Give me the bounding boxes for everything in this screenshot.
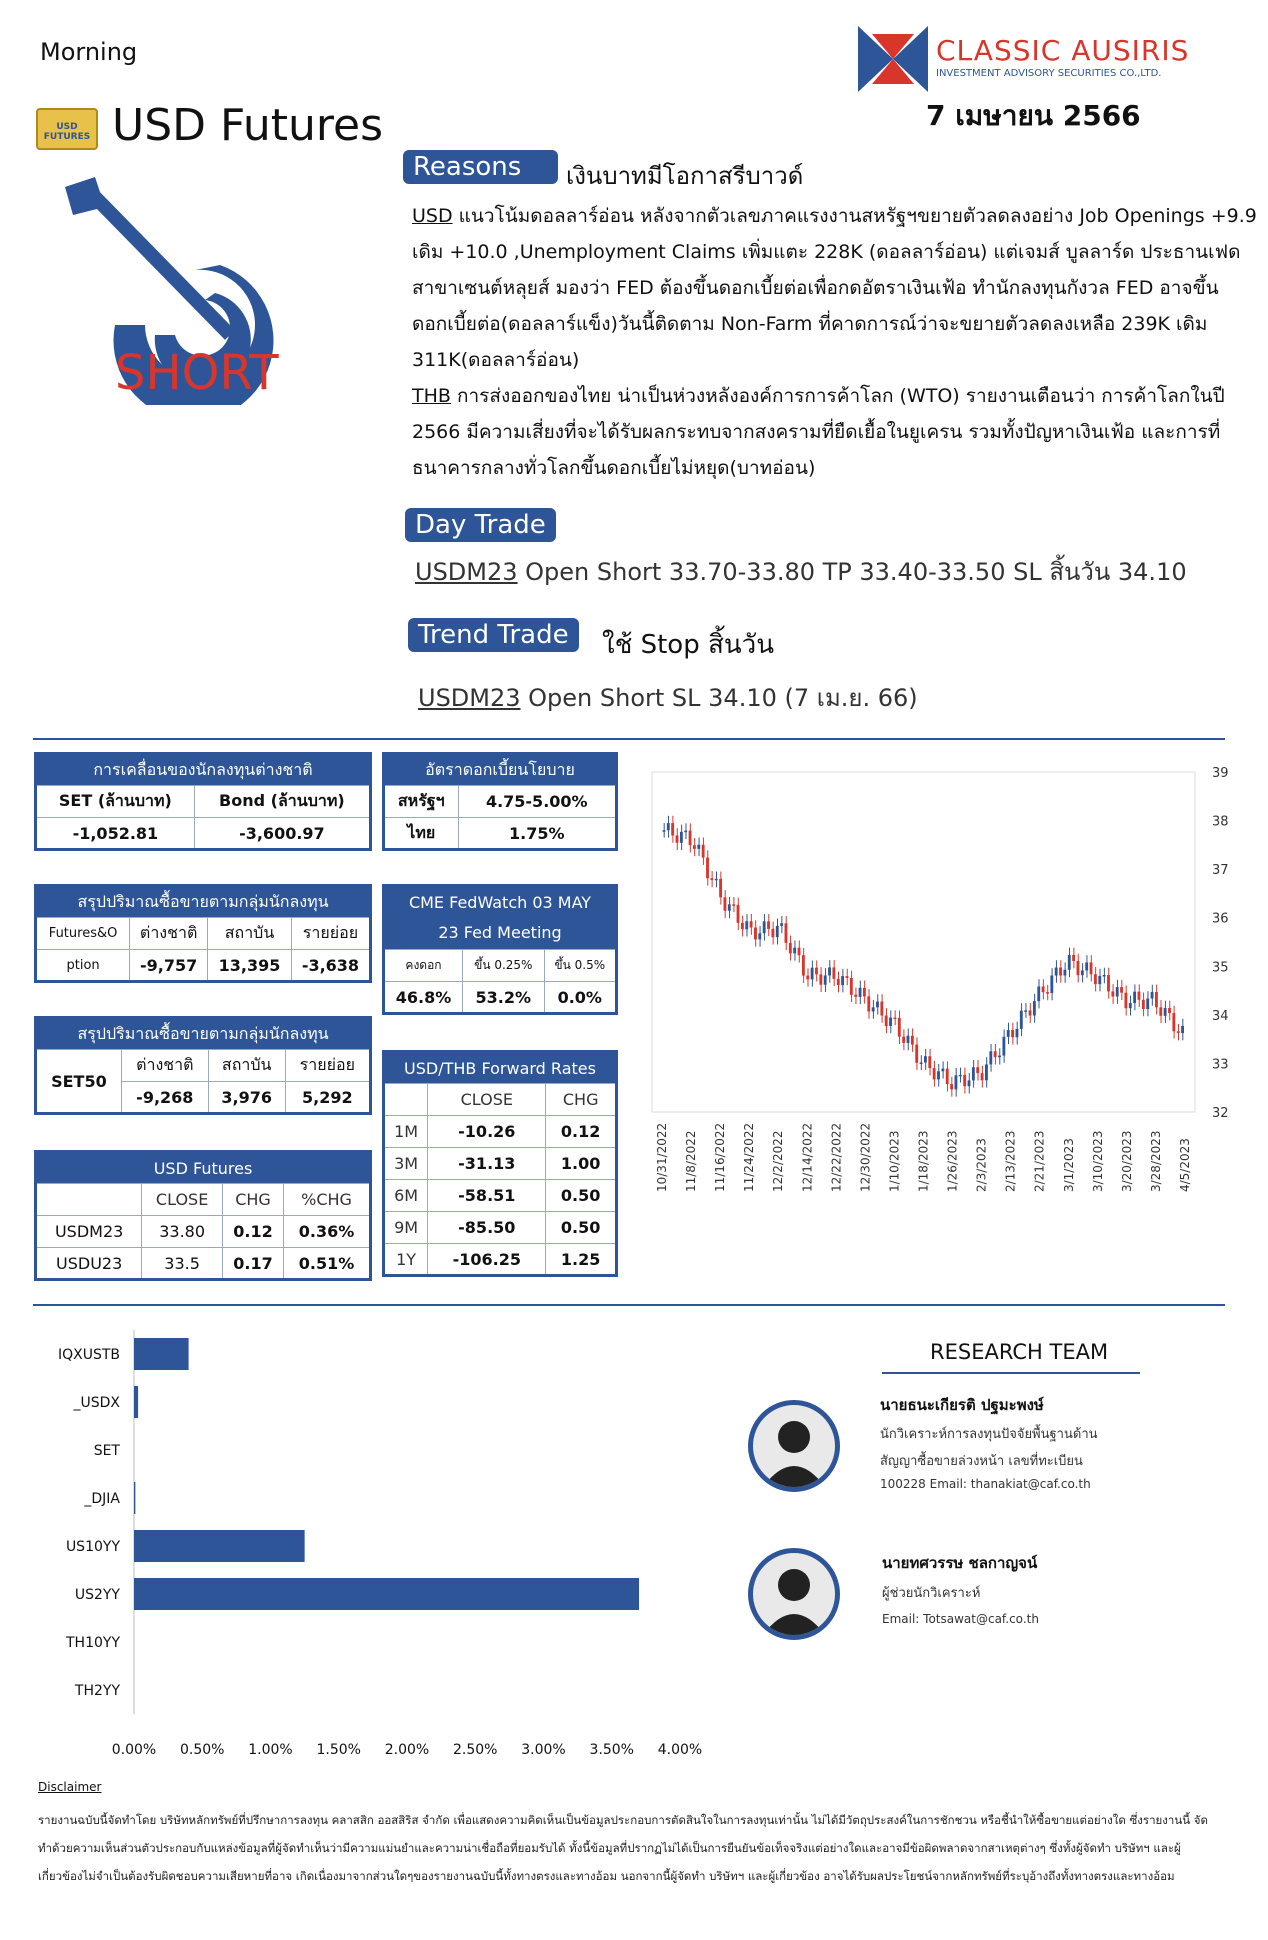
- futures-flow-h1: ต่างชาติ: [130, 918, 208, 950]
- candle-body: [872, 1007, 875, 1011]
- trend-trade-note: ใช้ Stop สิ้นวัน: [602, 630, 774, 660]
- candle-body: [1007, 1030, 1010, 1037]
- candle-body: [955, 1075, 958, 1089]
- candle-body: [1046, 992, 1049, 994]
- candle-body: [1072, 955, 1075, 961]
- x-tick-label: 1/10/2023: [887, 1130, 902, 1192]
- usd-futures-h3: %CHG: [284, 1184, 371, 1216]
- y-tick-label: 32: [1212, 1106, 1229, 1121]
- candle-body: [771, 929, 774, 937]
- candle-body: [819, 974, 822, 984]
- category-label: IQXUSTB: [57, 1347, 120, 1363]
- badge-text: USD FUTURES: [43, 122, 91, 142]
- candle-body: [898, 1018, 901, 1037]
- x-tick-label: 1/26/2023: [945, 1130, 960, 1192]
- usd-futures-table-title: USD Futures: [36, 1152, 371, 1184]
- category-label: SET: [93, 1443, 120, 1459]
- candle-body: [798, 948, 801, 956]
- fedwatch-title-b: 23 Fed Meeting: [438, 923, 562, 942]
- x-tick-label: 0.00%: [111, 1742, 157, 1758]
- x-tick-label: 4.00%: [657, 1742, 703, 1758]
- x-tick-label: 2/21/2023: [1032, 1130, 1047, 1192]
- candle-body: [837, 979, 840, 985]
- usd-futures-h1: CLOSE: [142, 1184, 223, 1216]
- usd-futures-cell-sym: USDM23: [36, 1216, 142, 1248]
- candle-body: [946, 1069, 949, 1084]
- fedwatch-h3: ขึ้น 0.5%: [544, 950, 616, 982]
- forward-cell-t: 9M: [384, 1212, 428, 1244]
- x-tick-label: 3/10/2023: [1090, 1130, 1105, 1192]
- candle-body: [719, 879, 722, 898]
- foreign-flow-table: [34, 752, 372, 851]
- x-tick-label: 1/18/2023: [916, 1130, 931, 1192]
- candle-body: [1151, 992, 1154, 998]
- usd-label: USD: [412, 205, 453, 227]
- candle-body: [859, 988, 862, 997]
- category-label: US2YY: [74, 1587, 120, 1603]
- candle-body: [1085, 962, 1088, 970]
- candle-body: [789, 943, 792, 954]
- usd-futures-cell-chg: 0.12: [222, 1216, 283, 1248]
- candle-body: [928, 1056, 931, 1068]
- candle-body: [806, 976, 809, 980]
- forward-cell-t: 1Y: [384, 1244, 428, 1276]
- usd-futures-cell-close: 33.5: [142, 1248, 223, 1280]
- day-trade-tag: Day Trade: [405, 508, 556, 542]
- x-tick-label: 4/5/2023: [1178, 1138, 1192, 1192]
- candle-body: [994, 1051, 997, 1057]
- fedwatch-h1: คงดอก: [384, 950, 463, 982]
- candle-body: [1098, 976, 1101, 984]
- candle-body: [767, 921, 770, 929]
- bar: [134, 1386, 138, 1418]
- candle-body: [689, 831, 692, 846]
- set50-flow-row-label: SET50: [36, 1050, 122, 1114]
- page-title: USD Futures: [112, 100, 384, 151]
- candle-body: [793, 948, 796, 954]
- table-row: [384, 1244, 617, 1276]
- candle-body: [880, 1002, 883, 1016]
- candle-body: [802, 955, 805, 975]
- candle-body: [1103, 975, 1106, 977]
- x-tick-label: 3.50%: [589, 1742, 634, 1758]
- set50-flow-title: สรุปปริมาณซื้อขายตามกลุ่มนักลงทุน: [36, 1018, 371, 1050]
- candle-body: [1164, 1008, 1167, 1016]
- candle-body: [776, 926, 779, 937]
- futures-flow-h2: สถาบัน: [208, 918, 292, 950]
- candle-body: [1037, 986, 1040, 1001]
- x-tick-label: 2.00%: [384, 1742, 430, 1758]
- futures-flow-row-label-b: ption: [36, 950, 130, 982]
- candle-body: [832, 967, 835, 978]
- forward-cell-chg: 0.50: [546, 1212, 617, 1244]
- foreign-flow-v2: -3,600.97: [194, 818, 370, 850]
- analyst-2-avatar: [748, 1548, 840, 1640]
- candle-body: [815, 968, 818, 975]
- forward-h1: CLOSE: [428, 1084, 546, 1116]
- forward-cell-chg: 1.00: [546, 1148, 617, 1180]
- bar: [134, 1482, 135, 1514]
- forward-cell-close: -31.13: [428, 1148, 546, 1180]
- category-label: TH2YY: [74, 1683, 120, 1699]
- reasons-tag: Reasons: [403, 150, 558, 184]
- x-tick-label: 10/31/2022: [655, 1122, 669, 1192]
- candle-body: [732, 904, 735, 906]
- futures-flow-title: สรุปปริมาณซื้อขายตามกลุ่มนักลงทุน: [36, 886, 371, 918]
- candle-body: [715, 879, 718, 881]
- forward-cell-close: -10.26: [428, 1116, 546, 1148]
- candle-body: [889, 1018, 892, 1026]
- candle-body: [976, 1067, 979, 1073]
- brand-subtitle: INVESTMENT ADVISORY SECURITIES CO.,LTD.: [936, 68, 1162, 79]
- candle-body: [1016, 1029, 1019, 1037]
- set50-flow-v1: -9,268: [121, 1082, 208, 1114]
- usd-futures-table: [34, 1150, 372, 1281]
- candle-body: [911, 1036, 914, 1045]
- bar: [134, 1578, 639, 1610]
- bar: [134, 1530, 305, 1562]
- usd-text: แนวโน้มดอลลาร์อ่อน หลังจากตัวเลขภาคแรงงานสหรัฐฯขยายตัวลดลงอย่าง Job Openings +9.9 เดิม +10.0 ,Unemployment Claims เพิ่มแตะ 228K (ดอลลาร์อ่อน) แต่เจมส์ บูลลาร์ด ประธานเฟดสาขาเซนต์หลุยส์ มองว่า FED ต้องขึ้นดอกเบี้ยต่อเพื่อกดอัตราเงินเฟ้อ ทำนักลงทุนกังวล FED อาจขึ้นดอกเบี้ยต่อ(ดอลลาร์แข็ง)วันนี้ติดตาม Non-Farm ที่คาดการณ์ว่าจะขยายตัวลดลงเหลือ 239K เดิม 311K(ดอลลาร์อ่อน): [412, 205, 1257, 371]
- x-tick-label: 3/20/2023: [1119, 1130, 1134, 1192]
- fedwatch-v1: 46.8%: [384, 982, 463, 1014]
- candle-body: [1033, 1001, 1036, 1015]
- candle-body: [1133, 992, 1136, 1003]
- candle-body: [885, 1015, 888, 1025]
- x-tick-label: 3/28/2023: [1148, 1130, 1163, 1192]
- foreign-flow-v1: -1,052.81: [36, 818, 195, 850]
- forward-cell-chg: 0.50: [546, 1180, 617, 1212]
- futures-flow-row-label-a: Futures&O: [36, 918, 130, 950]
- candle-body: [1177, 1031, 1180, 1033]
- x-tick-label: 11/24/2022: [742, 1122, 757, 1192]
- policy-rate-r2-value: 1.75%: [458, 818, 617, 850]
- candle-body: [1020, 1011, 1023, 1029]
- candle-body: [667, 823, 670, 830]
- reasons-headline: เงินบาทมีโอกาสรีบาวด์: [566, 162, 804, 190]
- analyst-1-name: นายธนะเกียรติ ปฐมะพงษ์: [880, 1396, 1044, 1414]
- candle-body: [1107, 975, 1110, 991]
- usd-futures-cell-chg: 0.17: [222, 1248, 283, 1280]
- candle-body: [1090, 962, 1093, 974]
- candle-body: [854, 995, 857, 997]
- futures-flow-h3: รายย่อย: [291, 918, 370, 950]
- usd-futures-h2: CHG: [222, 1184, 283, 1216]
- thb-text: การส่งออกของไทย น่าเป็นห่วงหลังองค์การการค้าโลก (WTO) รายงานเตือนว่า การค้าโลกในปี 2566 มีความเสี่ยงที่จะได้รับผลกระทบจากสงครามที่ยืดเยื้อในยูเครน รวมทั้งปัญหาเงินเฟ้อ และการที่ธนาคารกลางทั่วโลกขึ้นดอกเบี้ยไม่หยุด(บาทอ่อน): [412, 385, 1225, 479]
- x-tick-label: 12/22/2022: [829, 1122, 844, 1192]
- x-tick-label: 12/2/2022: [771, 1130, 786, 1192]
- candle-body: [671, 823, 674, 835]
- candle-body: [702, 845, 705, 858]
- morning-label: Morning: [40, 38, 138, 66]
- candle-body: [1181, 1026, 1184, 1033]
- category-label: _DJIA: [84, 1491, 120, 1507]
- candle-body: [1063, 970, 1066, 976]
- forward-cell-close: -85.50: [428, 1212, 546, 1244]
- candle-body: [1172, 1013, 1175, 1031]
- analyst-1-role: นักวิเคราะห์การลงทุนปัจจัยพื้นฐานด้าน: [880, 1427, 1098, 1442]
- usd-futures-cell-sym: USDU23: [36, 1248, 142, 1280]
- candle-body: [1155, 992, 1158, 1007]
- candle-body: [937, 1071, 940, 1079]
- candle-body: [1068, 955, 1071, 970]
- fedwatch-v2: 53.2%: [463, 982, 545, 1014]
- forward-cell-t: 1M: [384, 1116, 428, 1148]
- candle-body: [1111, 991, 1114, 996]
- y-tick-label: 35: [1212, 960, 1229, 976]
- candle-body: [1055, 968, 1058, 976]
- candle-body: [706, 858, 709, 879]
- trend-trade-line: [418, 678, 918, 717]
- candle-body: [863, 988, 866, 997]
- y-tick-label: 37: [1212, 863, 1229, 879]
- table-row: [384, 1148, 617, 1180]
- candle-body: [724, 897, 727, 911]
- y-tick-label: 33: [1212, 1057, 1229, 1073]
- candle-body: [1138, 992, 1141, 1000]
- set50-flow-v3: 5,292: [285, 1082, 370, 1114]
- usdthb-price-chart: [640, 752, 1240, 1292]
- forward-cell-chg: 1.25: [546, 1244, 617, 1276]
- analyst-1-line3: 100228 Email: thanakiat@caf.co.th: [880, 1477, 1091, 1491]
- report-date: 7 เมษายน 2566: [926, 99, 1141, 132]
- foreign-flow-h2: Bond (ล้านบาท): [194, 786, 370, 818]
- trend-trade-tag: Trend Trade: [408, 618, 579, 652]
- person-icon: [753, 1405, 835, 1487]
- futures-flow-v1: -9,757: [130, 950, 208, 982]
- candle-body: [972, 1067, 975, 1080]
- set50-flow-h3: รายย่อย: [285, 1050, 370, 1082]
- candle-body: [1081, 970, 1084, 975]
- candle-body: [745, 921, 748, 929]
- candle-body: [981, 1073, 984, 1080]
- analyst-2-name: นายทศวรรษ ชลกาญจน์: [882, 1554, 1038, 1572]
- forward-rates-table: [382, 1050, 618, 1277]
- candle-body: [710, 878, 713, 880]
- candle-body: [876, 1002, 879, 1008]
- policy-rate-r1-label: สหรัฐฯ: [384, 786, 459, 818]
- usd-futures-cell-close: 33.80: [142, 1216, 223, 1248]
- policy-rate-title: อัตราดอกเบี้ยนโยบาย: [384, 754, 617, 786]
- thb-label: THB: [412, 385, 451, 407]
- research-team-title: RESEARCH TEAM: [930, 1340, 1109, 1364]
- table-row: [36, 1216, 371, 1248]
- forward-rates-title: USD/THB Forward Rates: [384, 1052, 617, 1084]
- candle-body: [824, 975, 827, 984]
- candle-body: [693, 845, 696, 849]
- forward-cell-close: -58.51: [428, 1180, 546, 1212]
- candle-body: [737, 905, 740, 923]
- analyst-1-line2: สัญญาซื้อขายล่วงหน้า เลขที่ทะเบียน: [880, 1454, 1083, 1469]
- set50-flow-h2: สถาบัน: [208, 1050, 285, 1082]
- day-trade-line: [415, 552, 1187, 591]
- plot-area: [652, 772, 1195, 1112]
- candle-body: [663, 830, 666, 832]
- set50-flow-v2: 3,976: [208, 1082, 285, 1114]
- foreign-flow-h1: SET (ล้านบาท): [36, 786, 195, 818]
- trend-trade-symbol: USDM23: [418, 684, 521, 712]
- candle-body: [841, 976, 844, 985]
- candle-body: [741, 923, 744, 929]
- candle-body: [785, 923, 788, 943]
- candle-body: [758, 933, 761, 939]
- foreign-flow-title: การเคลื่อนของนักลงทุนต่างชาติ: [36, 754, 371, 786]
- signal-label: SHORT: [115, 345, 279, 401]
- divider-top: [33, 738, 1225, 740]
- forward-h2: CHG: [546, 1084, 617, 1116]
- brand-name: CLASSIC AUSIRIS: [936, 34, 1190, 67]
- candle-body: [780, 923, 783, 926]
- y-tick-label: 39: [1212, 766, 1229, 781]
- usd-futures-cell-pct: 0.36%: [284, 1216, 371, 1248]
- brand-logo-icon: [858, 26, 928, 92]
- fedwatch-title: [384, 886, 617, 950]
- candle-body: [989, 1051, 992, 1064]
- yield-change-bar-chart: [30, 1320, 720, 1760]
- disclaimer-title: Disclaimer: [38, 1780, 102, 1794]
- candle-body: [915, 1045, 918, 1063]
- fedwatch-h2: ขึ้น 0.25%: [463, 950, 545, 982]
- candle-body: [968, 1080, 971, 1086]
- candle-body: [1142, 1000, 1145, 1009]
- candle-body: [1011, 1030, 1014, 1037]
- candle-body: [1094, 974, 1097, 984]
- x-tick-label: 1.00%: [248, 1742, 293, 1758]
- futures-flow-table: [34, 884, 372, 983]
- candle-body: [1129, 1003, 1132, 1008]
- set50-flow-h1: ต่างชาติ: [121, 1050, 208, 1082]
- reasons-body: [412, 198, 1260, 486]
- policy-rate-r2-label: ไทย: [384, 818, 459, 850]
- candle-body: [697, 845, 700, 849]
- candle-body: [963, 1075, 966, 1086]
- candle-body: [933, 1068, 936, 1079]
- table-row: [384, 1212, 617, 1244]
- forward-cell-chg: 0.12: [546, 1116, 617, 1148]
- futures-flow-v3: -3,638: [291, 950, 370, 982]
- trend-trade-text: Open Short SL 34.10 (7 เม.ย. 66): [520, 684, 918, 712]
- candle-body: [867, 996, 870, 1011]
- x-tick-label: 12/14/2022: [800, 1122, 815, 1192]
- candle-body: [684, 831, 687, 833]
- fedwatch-title-a: CME FedWatch 03 MAY: [408, 893, 592, 912]
- candle-body: [850, 978, 853, 995]
- research-team-underline: [882, 1372, 1140, 1374]
- candle-body: [1146, 999, 1149, 1009]
- candle-body: [811, 968, 814, 980]
- disclaimer-text: รายงานฉบับนี้จัดทำโดย บริษัทหลักทรัพย์ที่ปรึกษาการลงทุน คลาสสิก ออสสิริส จำกัด เพื่อแสดงความคิดเห็นเป็นข้อมูลประกอบการตัดสินใจในการลงทุนเท่านั้น ไม่ได้มีวัตถุประสงค์ในการชักชวน หรือชี้นำให้ซื้อขายแต่อย่างใด ซึ่งรายงานนี้ จัดทำด้วยความเห็นส่วนตัวประกอบกับแหล่งข้อมูลที่ผู้จัดทำเห็นว่ามีความแม่นยำและความน่าเชื่อถือที่ยอมรับได้ ทั้งนี้ข้อมูลที่ปรากฏไม่ได้เป็นการยืนยันข้อเท็จจริงแต่อย่างใดและอาจมีข้อผิดพลาดจากสาเหตุต่างๆ ซึ่งทั้งผู้จัดทำ บริษัทฯ และผู้เกี่ยวข้องไม่จำเป็นต้องรับผิดชอบความเสียหายที่อาจ เกิดเนื่องมาจากส่วนใดๆของรายงานฉบับนี้ทั้งทางตรงและทางอ้อม นอกจากนี้ผู้จัดทำ บริษัทฯ และผู้เกี่ยวข้อง อาจได้รับผลประโยชน์จากหลักทรัพย์ที่ระบุอ้างถึงทั้งทางตรงและทางอ้อม: [38, 1813, 1208, 1883]
- set50-flow-table: [34, 1016, 372, 1115]
- candle-body: [846, 976, 849, 978]
- table-row: [36, 1248, 371, 1280]
- table-row: [384, 1180, 617, 1212]
- candle-body: [680, 832, 683, 843]
- x-tick-label: 3/1/2023: [1061, 1138, 1076, 1192]
- candle-body: [728, 904, 731, 910]
- x-tick-label: 2/13/2023: [1003, 1130, 1018, 1192]
- candle-body: [763, 921, 766, 933]
- candle-body: [1050, 975, 1053, 992]
- candle-body: [1059, 968, 1062, 976]
- candle-body: [902, 1037, 905, 1043]
- policy-rate-table: [382, 752, 618, 851]
- x-tick-label: 0.50%: [180, 1742, 225, 1758]
- y-tick-label: 38: [1212, 814, 1229, 830]
- category-label: _USDX: [73, 1395, 120, 1411]
- x-tick-label: 11/16/2022: [713, 1122, 728, 1192]
- forward-cell-t: 3M: [384, 1148, 428, 1180]
- candle-body: [893, 1018, 896, 1020]
- x-tick-label: 1.50%: [316, 1742, 361, 1758]
- category-label: TH10YY: [66, 1635, 120, 1651]
- usd-futures-cell-pct: 0.51%: [284, 1248, 371, 1280]
- bar: [134, 1338, 189, 1370]
- candle-body: [1002, 1037, 1005, 1056]
- policy-rate-r1-value: 4.75-5.00%: [458, 786, 617, 818]
- candle-body: [1159, 1007, 1162, 1015]
- brand-logo: [858, 26, 928, 96]
- candle-body: [754, 928, 757, 940]
- fedwatch-table: [382, 884, 618, 1015]
- day-trade-symbol: USDM23: [415, 558, 518, 586]
- y-tick-label: 34: [1212, 1008, 1229, 1024]
- candle-body: [941, 1069, 944, 1072]
- fedwatch-v3: 0.0%: [544, 982, 616, 1014]
- futures-flow-v2: 13,395: [208, 950, 292, 982]
- y-tick-label: 36: [1212, 911, 1229, 927]
- candle-body: [750, 921, 753, 927]
- forward-cell-t: 6M: [384, 1180, 428, 1212]
- x-tick-label: 2.50%: [453, 1742, 498, 1758]
- candle-body: [1116, 987, 1119, 996]
- table-row: [384, 1116, 617, 1148]
- forward-cell-close: -106.25: [428, 1244, 546, 1276]
- candle-body: [985, 1064, 988, 1080]
- person-icon: [753, 1553, 835, 1635]
- candle-body: [1077, 961, 1080, 975]
- x-tick-label: 11/8/2022: [684, 1130, 699, 1192]
- candle-body: [1124, 993, 1127, 1008]
- x-tick-label: 2/3/2023: [974, 1138, 989, 1192]
- candle-body: [920, 1062, 923, 1064]
- x-tick-label: 3.00%: [521, 1742, 566, 1758]
- category-label: US10YY: [65, 1539, 120, 1555]
- candle-body: [1120, 987, 1123, 993]
- divider-mid: [33, 1304, 1225, 1306]
- x-tick-label: 12/30/2022: [858, 1122, 873, 1192]
- analyst-2-email: Email: Totsawat@caf.co.th: [882, 1612, 1039, 1626]
- candle-body: [959, 1075, 962, 1077]
- candle-body: [1029, 1010, 1032, 1015]
- usd-futures-badge: [36, 108, 98, 150]
- candle-body: [1168, 1008, 1171, 1013]
- candle-body: [924, 1056, 927, 1062]
- candle-body: [1042, 986, 1045, 992]
- candle-body: [676, 835, 679, 842]
- candle-body: [998, 1056, 1001, 1058]
- candle-body: [950, 1084, 953, 1089]
- candle-body: [828, 967, 831, 975]
- candle-body: [1024, 1010, 1027, 1012]
- analyst-1-avatar: [748, 1400, 840, 1492]
- day-trade-text: Open Short 33.70-33.80 TP 33.40-33.50 SL สิ้นวัน 34.10: [517, 558, 1187, 586]
- candle-body: [907, 1036, 910, 1043]
- analyst-2-role: ผู้ช่วยนักวิเคราะห์: [882, 1586, 981, 1601]
